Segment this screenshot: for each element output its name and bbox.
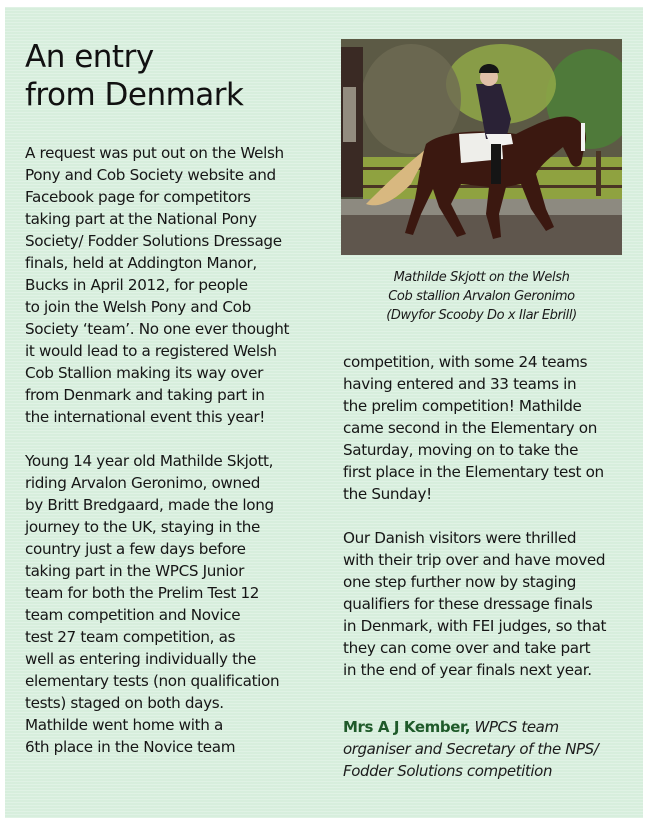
text-line: team for both the Prelim Test 12 <box>25 584 260 602</box>
text-line: they can come over and take part <box>343 639 591 657</box>
text-line: team competition and Novice <box>25 606 241 624</box>
left-column <box>25 142 325 758</box>
author-signature <box>343 716 638 782</box>
photo-fence-post <box>596 151 601 196</box>
paragraph-results <box>343 351 638 505</box>
text-line: the international event this year! <box>25 408 265 426</box>
photo-horse-blaze <box>581 123 585 151</box>
text-line: elementary tests (non qualification <box>25 672 280 690</box>
paragraph-gap <box>343 505 638 527</box>
text-line: well as entering individually the <box>25 650 257 668</box>
paragraph-gap <box>25 428 325 450</box>
caption-line: Cob stallion Arvalon Geronimo <box>388 289 575 304</box>
text-line: journey to the UK, staying in the <box>25 518 260 536</box>
text-line: 6th place in the Novice team <box>25 738 236 756</box>
text-line: qualifiers for these dressage finals <box>343 595 593 613</box>
text-line: to join the Welsh Pony and Cob <box>25 298 251 316</box>
caption-line: (Dwyfor Scooby Do x Ilar Ebrill) <box>386 308 577 323</box>
title-line: An entry <box>25 39 154 75</box>
text-line: Our Danish visitors were thrilled <box>343 529 577 547</box>
photo-horse-and-rider <box>341 39 622 255</box>
text-line: competition, with some 24 teams <box>343 353 588 371</box>
photo-window <box>343 87 356 142</box>
text-line: test 27 team competition, as <box>25 628 236 646</box>
text-line: first place in the Elementary test on <box>343 463 604 481</box>
text-line: taking part in the WPCS Junior <box>25 562 245 580</box>
text-line: Society/ Fodder Solutions Dressage <box>25 232 282 250</box>
text-line: by Britt Bredgaard, made the long <box>25 496 274 514</box>
text-line: from Denmark and taking part in <box>25 386 265 404</box>
signature-line <box>343 716 638 738</box>
text-line: taking part at the National Pony <box>25 210 257 228</box>
text-line: Facebook page for competitors <box>25 188 251 206</box>
article-title <box>25 38 325 114</box>
title-line: from Denmark <box>25 77 244 113</box>
author-role: Fodder Solutions competition <box>343 762 553 780</box>
text-line: Mathilde went home with a <box>25 716 223 734</box>
text-line: came second in the Elementary on <box>343 419 598 437</box>
text-line: Pony and Cob Society website and <box>25 166 276 184</box>
text-line: with their trip over and have moved <box>343 551 606 569</box>
author-name: Mrs A J Kember, <box>343 718 471 736</box>
text-line: the prelim competition! Mathilde <box>343 397 582 415</box>
paragraph-mathilde <box>25 450 325 758</box>
text-line: having entered and 33 teams in <box>343 375 577 393</box>
photo-illustration <box>341 39 622 255</box>
author-role: organiser and Secretary of the NPS/ <box>343 740 599 758</box>
text-line: country just a few days before <box>25 540 246 558</box>
text-line: A request was put out on the Welsh <box>25 144 284 162</box>
paragraph-request <box>25 142 325 428</box>
photo-rider-boot <box>491 144 501 184</box>
text-line: in Denmark, with FEI judges, so that <box>343 617 607 635</box>
caption-line: Mathilde Skjott on the Welsh <box>393 270 570 285</box>
text-line: Society ‘team’. No one ever thought <box>25 320 290 338</box>
photo-arena-surface <box>341 215 622 255</box>
text-line: finals, held at Addington Manor, <box>25 254 257 272</box>
paragraph-danish-visitors <box>343 527 638 681</box>
author-role: WPCS team <box>470 718 559 736</box>
text-line: tests) staged on both days. <box>25 694 224 712</box>
text-line: Cob Stallion making its way over <box>25 364 264 382</box>
photo-caption <box>341 268 622 325</box>
text-line: Saturday, moving on to take the <box>343 441 579 459</box>
text-line: riding Arvalon Geronimo, owned <box>25 474 261 492</box>
right-column <box>343 351 638 681</box>
text-line: in the end of year finals next year. <box>343 661 592 679</box>
text-line: Bucks in April 2012, for people <box>25 276 248 294</box>
text-line: Young 14 year old Mathilde Skjott, <box>25 452 274 470</box>
text-line: one step further now by staging <box>343 573 577 591</box>
text-line: it would lead to a registered Welsh <box>25 342 277 360</box>
text-line: the Sunday! <box>343 485 432 503</box>
